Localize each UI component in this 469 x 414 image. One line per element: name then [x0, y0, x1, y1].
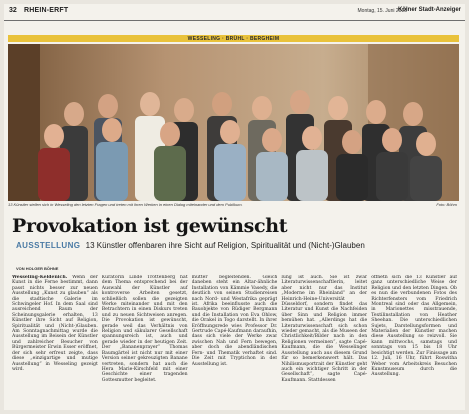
group-photo	[8, 44, 459, 201]
region-band-label: WESSELING · BRÜHL · BERGHEIM	[187, 36, 280, 42]
article-column	[12, 275, 98, 407]
issue-date: Montag, 15. Juni 2015	[357, 8, 407, 14]
page-header	[4, 4, 465, 21]
region-band	[8, 35, 459, 42]
article-paragraph	[12, 275, 98, 372]
newspaper-name: Kölner Stadt-Anzeiger	[397, 7, 461, 13]
article-column	[281, 275, 367, 407]
column-text: Kuratorin Linde Trottenberg hat dem Thema entsprechend bei der Auswahl der Künstler auf kontroverse Arbeiten gesetzt, schließlich sollen die gezeigten Werke miteinander und mit den Betrachtern in einen Diskurs treten und zu neuen Sichtweisen anregen. Die Provokation ist gewünscht, gerade weil das Verhältnis von Religion und säkularer Gesellschaft spannungsreich ist, auch und gerade wieder in der heutigen Zeit. Der „Bananenprayer“ Thomas Baumgärtel ist nicht nur mit einer Version seiner gekreuzigten Banane vertreten, sondern hat auch die Hera Marie-Kirschfeld mit einer Geschichte einer tragenden Gottesmutter begleitet.	[101, 275, 188, 383]
column-text: mutter begleitenden. Gleich daneben steht ein Altar-ähnliche Installation von Kämmie Vasedy, die deutlich von seinen Studienreisen nach Nord- und Westafrika geprägt ist. Afrika beeinflusste auch die Bauobjekte von Rüdiger Bergmann und die Installation von Eva Ohlow, die Orakel in Togo darstellt. In ihrer Eröffnungsrede wies Professor Dr. Gertrude Capé-Kaufmann daraufhin, dass sich viele der Werke zwar zwischen Nah und Fern bewegen, aber doch die abendländischen Fern- und Thematik verhaftet sind. Die Zeit mit Tryptichon in der Ausstellung ist.	[191, 275, 278, 367]
headline: Provokation ist gewünscht	[12, 215, 288, 237]
section-title: RHEIN-ERFT	[24, 7, 69, 14]
article-column	[371, 275, 457, 407]
column-text: Wenn der Kunst in die Ferne bestimmt, dann passt nichts besser zur neuen Ausstellung „Kunst zu glauben“ als die stadtische Galerie im Schwingeler Hof. In dem Saal sind ausreichend Raum der Scheinungsgalerie erhalten, 13 Künstler ihre Sicht auf Religion, Spiritualität und (Nicht-)Glauben. Am Sonntagnachmittag wurde die Ausstellung im Beisein der Künstler und zahlreicher Besucher von Bürgermeister Erwin Esser eröffnet, der sich sehr erfreut zeigte, dass diese „einzigartige und mutige Ausstellung“ in Wesseling gezeigt wird.	[12, 275, 98, 372]
subhead-text: 13 Künstler offenbaren ihre Sicht auf Religion, Spiritualität und (Nicht-)Glauben	[85, 241, 365, 250]
byline: VON HOLGER BÖHNE	[16, 266, 59, 271]
column-text: offnetn sich die 13 Künstler auf ganz unterschiedliche Weise der Religion und den letzten Dingen. Ob es nun die verbundenen Fotos des Richterfensters vom Friedrich Montreal sind oder das Allgemein, in Marionettes misstrauende, Textilinstallation von Heather Sheehan. Die unterschiedlichen Sujets, Darstellungsformen und Materialien der Künstler machen diese Ausstellung so reizvoll. Sie kann mittwochs, samstags und sonntags von 15 bis 18 Uhr besichtigt werden. Zur Finissage am 12. Juli, 16 Uhr, führt Roswitha Weber vom Arbeitskreis Besuchen Kunstmuseum durch die Ausstellung.	[371, 275, 457, 378]
photo-caption: 13 Künstler stellen sich in Wesseling den letzten Fragen und treten mit ihren Werken in einen Dialog miteinander und dem Publikum.	[8, 202, 243, 207]
group-photo-image	[8, 44, 459, 201]
column-text: lung ist auch. Sie ist zwar Literaturwissenschaftlerin, leitet aber nicht nur das Institut „Moderne im Rheinland“ an der Heinrich-Heine-Universität Düsseldorf, sondern findet das Literatur und Kunst die Nachfeiden über Sinn und Religion immer bemühen hat. „Allerdings hat die Literaturwissenschaft sich schon wieder gemacht, als die Museen der Christlichkeit/Bilder nach in den Religionen vermeinen“, sagte Capé-Kaufmann, die die Wesselinger Ausstellung auch aus diesem Grund für so bemerkenswert hält. Das Nihilismusportrait der Künstler geht auch ein wichtiger Schritt in der Gesellschaft“, sagte Capé-Kaufmann. Stattdessen	[281, 275, 368, 383]
article-column	[192, 275, 278, 407]
page-number: 32	[9, 7, 17, 14]
photo-credit: Foto: Böhm	[436, 202, 457, 207]
subheadline	[16, 241, 456, 250]
article-column	[102, 275, 188, 407]
article-body	[12, 275, 457, 407]
subhead-kicker: AUSSTELLUNG	[16, 241, 81, 250]
newspaper-page	[4, 4, 465, 410]
dateline: Wesseling-Keldenich.	[12, 275, 68, 280]
